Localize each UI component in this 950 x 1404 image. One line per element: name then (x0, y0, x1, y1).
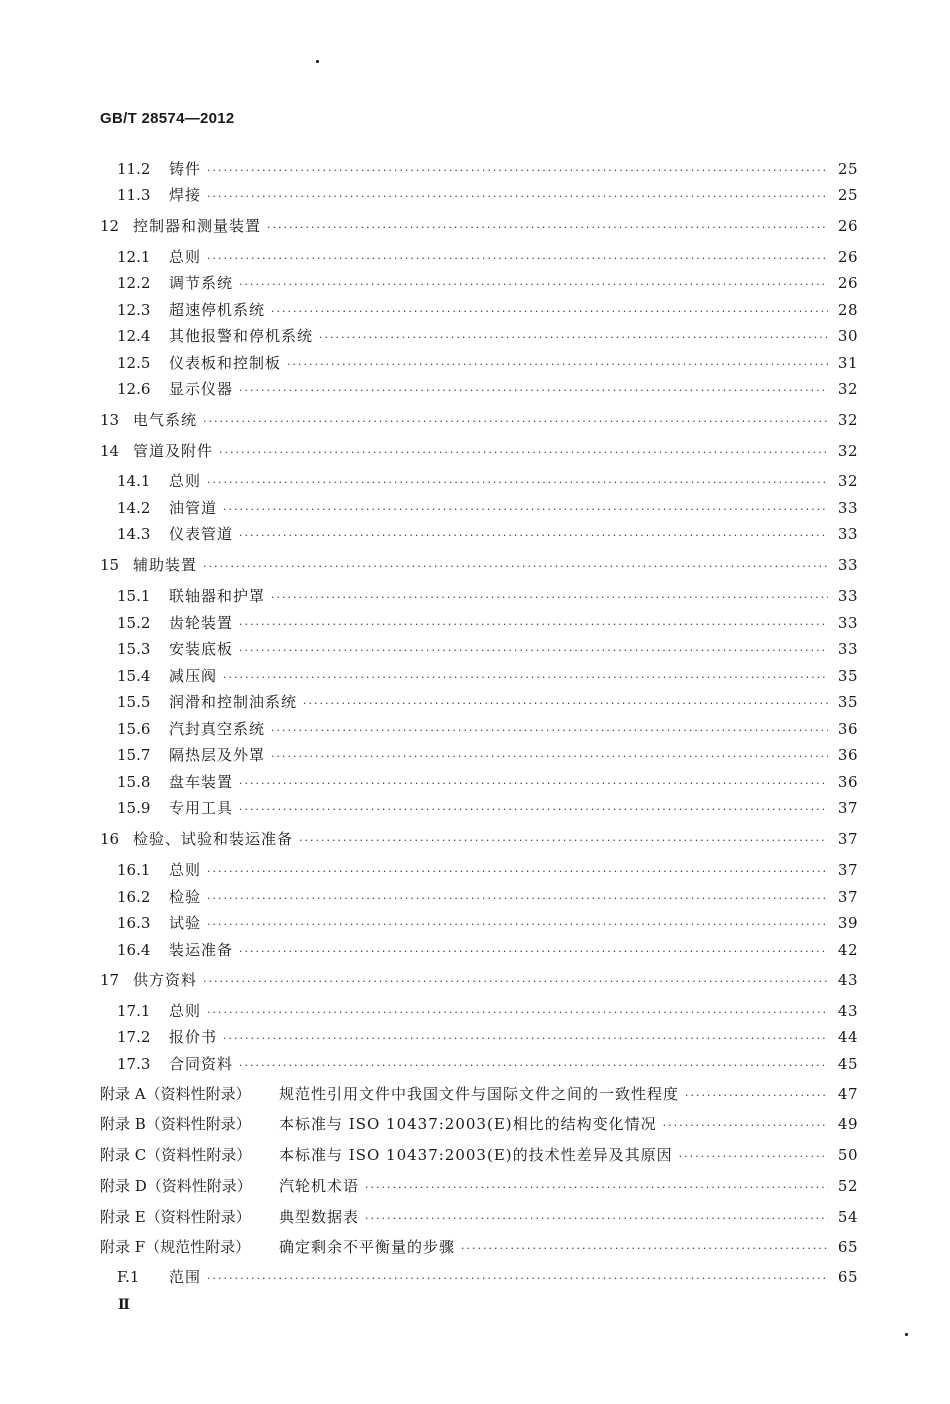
scan-speck (905, 1333, 908, 1336)
toc-entry[interactable] (0, 271, 950, 295)
toc-entry-title: 装运准备 (169, 941, 234, 959)
toc-entry-number: 15.1 (117, 587, 151, 605)
toc-entry-title: 总则 (169, 861, 202, 879)
toc-entry-page: 37 (837, 799, 858, 817)
toc-entry-title-wrap (169, 496, 828, 522)
toc-entry-title: 总则 (169, 1002, 202, 1020)
toc-entry-number: 12.6 (117, 380, 151, 398)
toc-entry-title-wrap (169, 664, 828, 690)
dot-leader (271, 300, 828, 324)
dot-leader (207, 913, 828, 937)
toc-entry-title: 典型数据表 (279, 1208, 360, 1226)
toc-entry-number: 附录 F（规范性附录） (100, 1238, 251, 1256)
toc-entry-page: 42 (837, 941, 858, 959)
toc-entry-page: 33 (837, 556, 858, 574)
dot-leader (223, 1027, 828, 1051)
toc-entry-title-wrap (169, 1025, 828, 1051)
toc-entry-title: 检验 (169, 888, 202, 906)
toc-entry-number: 附录 E（资料性附录） (100, 1208, 251, 1226)
toc-entry-title: 齿轮装置 (169, 614, 234, 632)
toc-entry-title: 仪表管道 (169, 525, 234, 543)
toc-entry-page: 36 (837, 720, 858, 738)
dot-leader (203, 970, 828, 994)
dot-leader (239, 798, 828, 822)
toc-entry-number: 12.1 (117, 248, 151, 266)
toc-entry-title-wrap (133, 968, 828, 994)
dot-leader (663, 1114, 828, 1138)
toc-entry-title: 减压阀 (169, 667, 218, 685)
toc-entry-title-wrap (133, 827, 828, 853)
toc-entry-title: 其他报警和停机系统 (169, 327, 314, 345)
dot-leader (239, 613, 828, 637)
toc-entry-number: 15.6 (117, 720, 151, 738)
toc-entry-title-wrap (279, 1082, 828, 1108)
toc-entry-title: 隔热层及外罩 (169, 746, 266, 764)
toc-entry[interactable] (0, 1235, 950, 1259)
toc-entry-title-wrap (169, 796, 828, 822)
toc-entry[interactable] (0, 1082, 950, 1106)
toc-entry-title-wrap (169, 717, 828, 743)
toc-entry-title-wrap (169, 690, 828, 716)
toc-entry[interactable] (0, 1205, 950, 1229)
toc-entry-number: 12.3 (117, 301, 151, 319)
toc-entry-page: 35 (837, 667, 858, 685)
toc-entry[interactable] (0, 522, 950, 546)
toc-entry-page: 52 (837, 1177, 858, 1195)
toc-entry-number: 15 (100, 556, 120, 574)
dot-leader (219, 441, 828, 465)
toc-entry-title-wrap (279, 1174, 828, 1200)
standard-code: GB/T 28574—2012 (100, 110, 235, 127)
toc-entry-number: 14 (100, 442, 120, 460)
toc-entry-title: 铸件 (169, 160, 202, 178)
toc-entry[interactable] (0, 999, 950, 1023)
toc-entry-page: 33 (837, 525, 858, 543)
toc-entry-title-wrap (279, 1143, 828, 1169)
dot-leader (207, 1267, 828, 1291)
dot-leader (319, 326, 828, 350)
toc-entry-title-wrap (133, 214, 828, 240)
toc-entry-title: 盘车装置 (169, 773, 234, 791)
toc-entry-page: 26 (837, 248, 858, 266)
dot-leader (239, 940, 828, 964)
toc-entry-title-wrap (169, 858, 828, 884)
toc-entry-number: 12.4 (117, 327, 151, 345)
toc-entry[interactable] (0, 351, 950, 375)
toc-entry-title: 联轴器和护罩 (169, 587, 266, 605)
toc-entry-number: 附录 A（资料性附录） (100, 1085, 251, 1103)
toc-entry-title-wrap (169, 1265, 828, 1291)
toc-entry-number: 12.5 (117, 354, 151, 372)
toc-entry-title-wrap (169, 999, 828, 1025)
toc-entry-title-wrap (169, 271, 828, 297)
dot-leader (239, 273, 828, 297)
toc-entry-page: 50 (837, 1146, 858, 1164)
toc-entry-title-wrap (169, 377, 828, 403)
toc-entry-number: 12.2 (117, 274, 151, 292)
dot-leader (239, 639, 828, 663)
dot-leader (239, 524, 828, 548)
dot-leader (203, 410, 828, 434)
toc-entry-title: 范围 (169, 1268, 202, 1286)
toc-entry-number: 15.3 (117, 640, 151, 658)
toc-entry-title-wrap (169, 637, 828, 663)
dot-leader (239, 1054, 828, 1078)
toc-entry-page: 33 (837, 587, 858, 605)
toc-entry[interactable] (0, 858, 950, 882)
toc-entry-number: 附录 D（资料性附录） (100, 1177, 252, 1195)
dot-leader (365, 1207, 828, 1231)
toc-entry[interactable] (0, 439, 950, 463)
toc-entry-title: 超速停机系统 (169, 301, 266, 319)
toc-entry[interactable] (0, 1143, 950, 1167)
toc-entry-title: 供方资料 (133, 971, 198, 989)
toc-entry-page: 35 (837, 693, 858, 711)
toc-entry-page: 36 (837, 746, 858, 764)
toc-entry-title: 管道及附件 (133, 442, 214, 460)
toc-entry-number: 14.3 (117, 525, 151, 543)
toc-entry[interactable] (0, 717, 950, 741)
toc-entry[interactable] (0, 637, 950, 661)
toc-entry-page: 33 (837, 614, 858, 632)
toc-entry-number: 15.5 (117, 693, 151, 711)
toc-entry[interactable] (0, 245, 950, 269)
toc-entry[interactable] (0, 1265, 950, 1289)
toc-entry[interactable] (0, 298, 950, 322)
toc-entry-title: 汽轮机术语 (279, 1177, 360, 1195)
toc-entry-number: 11.2 (117, 160, 151, 178)
toc-entry-page: 32 (837, 411, 858, 429)
toc-entry-number: 16.3 (117, 914, 151, 932)
toc-entry-title-wrap (169, 157, 828, 183)
dot-leader (223, 498, 828, 522)
toc-entry-title-wrap (169, 1052, 828, 1078)
toc-entry-page: 37 (837, 888, 858, 906)
toc-entry-title: 合同资料 (169, 1055, 234, 1073)
toc-entry-page: 32 (837, 472, 858, 490)
toc-entry-page: 43 (837, 1002, 858, 1020)
toc-entry-title: 油管道 (169, 499, 218, 517)
toc-entry[interactable] (0, 743, 950, 767)
toc-entry-title-wrap (133, 439, 828, 465)
toc-entry-number: 15.7 (117, 746, 151, 764)
dot-leader (287, 353, 828, 377)
toc-entry-title-wrap (169, 938, 828, 964)
toc-entry-number: 15.2 (117, 614, 151, 632)
toc-entry-number: 14.1 (117, 472, 151, 490)
toc-entry-title: 专用工具 (169, 799, 234, 817)
toc-entry[interactable] (0, 911, 950, 935)
toc-entry-title: 调节系统 (169, 274, 234, 292)
dot-leader (685, 1084, 828, 1108)
toc-entry-number: 15.8 (117, 773, 151, 791)
dot-leader (207, 185, 828, 209)
toc-entry-title: 润滑和控制油系统 (169, 693, 298, 711)
toc-entry-title: 报价书 (169, 1028, 218, 1046)
toc-entry[interactable] (0, 611, 950, 635)
toc-entry-title-wrap (133, 408, 828, 434)
toc-entry-title-wrap (279, 1205, 828, 1231)
toc-entry-title: 总则 (169, 248, 202, 266)
toc-entry-page: 28 (837, 301, 858, 319)
dot-leader (207, 247, 828, 271)
toc-entry-page: 25 (837, 186, 858, 204)
toc-entry[interactable] (0, 496, 950, 520)
toc-entry-title-wrap (169, 298, 828, 324)
toc-entry-page: 31 (837, 354, 858, 372)
toc-entry-number: 14.2 (117, 499, 151, 517)
toc-entry-number: F.1 (117, 1268, 140, 1286)
toc-entry-page: 39 (837, 914, 858, 932)
dot-leader (207, 1001, 828, 1025)
toc-entry-page: 44 (837, 1028, 858, 1046)
toc-entry-title: 显示仪器 (169, 380, 234, 398)
toc-entry-title: 电气系统 (133, 411, 198, 429)
toc-entry-title-wrap (133, 553, 828, 579)
toc-entry-title: 仪表板和控制板 (169, 354, 282, 372)
toc-entry-page: 25 (837, 160, 858, 178)
dot-leader (271, 586, 828, 610)
toc-entry-page: 26 (837, 274, 858, 292)
toc-entry[interactable] (0, 469, 950, 493)
toc-entry-title-wrap (169, 911, 828, 937)
toc-entry-number: 15.9 (117, 799, 151, 817)
toc-entry-title-wrap (169, 469, 828, 495)
toc-entry-number: 12 (100, 217, 120, 235)
toc-entry[interactable] (0, 1025, 950, 1049)
toc-entry-title: 规范性引用文件中我国文件与国际文件之间的一致性程度 (279, 1085, 680, 1103)
toc-entry[interactable] (0, 214, 950, 238)
scan-speck (316, 60, 319, 63)
toc-entry-page: 43 (837, 971, 858, 989)
toc-entry-title-wrap (169, 743, 828, 769)
toc-entry-number: 17.2 (117, 1028, 151, 1046)
toc-entry-number: 15.4 (117, 667, 151, 685)
toc-entry-title: 控制器和测量装置 (133, 217, 262, 235)
toc-entry-title: 焊接 (169, 186, 202, 204)
toc-entry-title-wrap (279, 1235, 828, 1261)
toc-entry-title-wrap (169, 770, 828, 796)
toc-entry-title: 确定剩余不平衡量的步骤 (279, 1238, 456, 1256)
dot-leader (203, 555, 828, 579)
toc-entry-title: 本标准与 ISO 10437:2003(E)相比的结构变化情况 (279, 1115, 657, 1133)
toc-entry-number: 16.2 (117, 888, 151, 906)
toc-entry-title: 安装底板 (169, 640, 234, 658)
toc-entry[interactable] (0, 1112, 950, 1136)
toc-entry-page: 33 (837, 499, 858, 517)
toc-entry-page: 45 (837, 1055, 858, 1073)
toc-entry[interactable] (0, 827, 950, 851)
toc-entry[interactable] (0, 690, 950, 714)
dot-leader (271, 745, 828, 769)
toc-entry-number: 11.3 (117, 186, 151, 204)
toc-entry[interactable] (0, 408, 950, 432)
toc-entry-number: 16 (100, 830, 120, 848)
toc-entry[interactable] (0, 938, 950, 962)
dot-leader (267, 216, 828, 240)
toc-entry[interactable] (0, 968, 950, 992)
toc-entry-page: 32 (837, 380, 858, 398)
dot-leader (207, 887, 828, 911)
toc-entry[interactable] (0, 584, 950, 608)
dot-leader (207, 471, 828, 495)
toc-entry-title: 辅助装置 (133, 556, 198, 574)
dot-leader (207, 860, 828, 884)
toc-entry-number: 16.4 (117, 941, 151, 959)
toc-entry-page: 65 (837, 1238, 858, 1256)
toc-entry[interactable] (0, 553, 950, 577)
toc-entry[interactable] (0, 770, 950, 794)
toc-entry[interactable] (0, 377, 950, 401)
dot-leader (239, 379, 828, 403)
toc-entry-page: 30 (837, 327, 858, 345)
toc-entry-page: 33 (837, 640, 858, 658)
toc-entry-title-wrap (169, 522, 828, 548)
dot-leader (239, 772, 828, 796)
toc-entry[interactable] (0, 183, 950, 207)
dot-leader (365, 1176, 828, 1200)
toc-entry-title-wrap (169, 183, 828, 209)
toc-entry-title-wrap (169, 245, 828, 271)
dot-leader (299, 829, 828, 853)
toc-entry-page: 36 (837, 773, 858, 791)
toc-entry[interactable] (0, 324, 950, 348)
toc-entry-page: 32 (837, 442, 858, 460)
toc-entry[interactable] (0, 664, 950, 688)
toc-entry-number: 13 (100, 411, 120, 429)
toc-entry-number: 17.1 (117, 1002, 151, 1020)
toc-entry-number: 附录 B（资料性附录） (100, 1115, 251, 1133)
toc-entry-title-wrap (169, 324, 828, 350)
toc-entry-title-wrap (279, 1112, 828, 1138)
toc-entry-title-wrap (169, 584, 828, 610)
toc-entry-title-wrap (169, 885, 828, 911)
toc-entry-number: 附录 C（资料性附录） (100, 1146, 252, 1164)
toc-entry[interactable] (0, 1174, 950, 1198)
toc-entry[interactable] (0, 885, 950, 909)
dot-leader (461, 1237, 828, 1261)
toc-entry-page: 65 (837, 1268, 858, 1286)
toc-entry-page: 37 (837, 861, 858, 879)
dot-leader (679, 1145, 828, 1169)
toc-entry[interactable] (0, 796, 950, 820)
dot-leader (223, 666, 828, 690)
toc-entry-title: 汽封真空系统 (169, 720, 266, 738)
toc-entry-number: 17.3 (117, 1055, 151, 1073)
toc-entry-page: 26 (837, 217, 858, 235)
toc-entry[interactable] (0, 157, 950, 181)
dot-leader (271, 719, 828, 743)
dot-leader (207, 159, 828, 183)
page-folio: Ⅱ (118, 1297, 130, 1313)
toc-entry-page: 54 (837, 1208, 858, 1226)
toc-entry-title: 检验、试验和装运准备 (133, 830, 294, 848)
toc-entry-title-wrap (169, 611, 828, 637)
toc-entry-title: 总则 (169, 472, 202, 490)
toc-entry-page: 37 (837, 830, 858, 848)
toc-entry-page: 49 (837, 1115, 858, 1133)
toc-entry-title: 试验 (169, 914, 202, 932)
toc-entry-page: 47 (837, 1085, 858, 1103)
toc-entry-number: 17 (100, 971, 120, 989)
toc-entry-number: 16.1 (117, 861, 151, 879)
dot-leader (303, 692, 828, 716)
toc-entry[interactable] (0, 1052, 950, 1076)
toc-entry-title: 本标准与 ISO 10437:2003(E)的技术性差异及其原因 (279, 1146, 673, 1164)
toc-entry-title-wrap (169, 351, 828, 377)
